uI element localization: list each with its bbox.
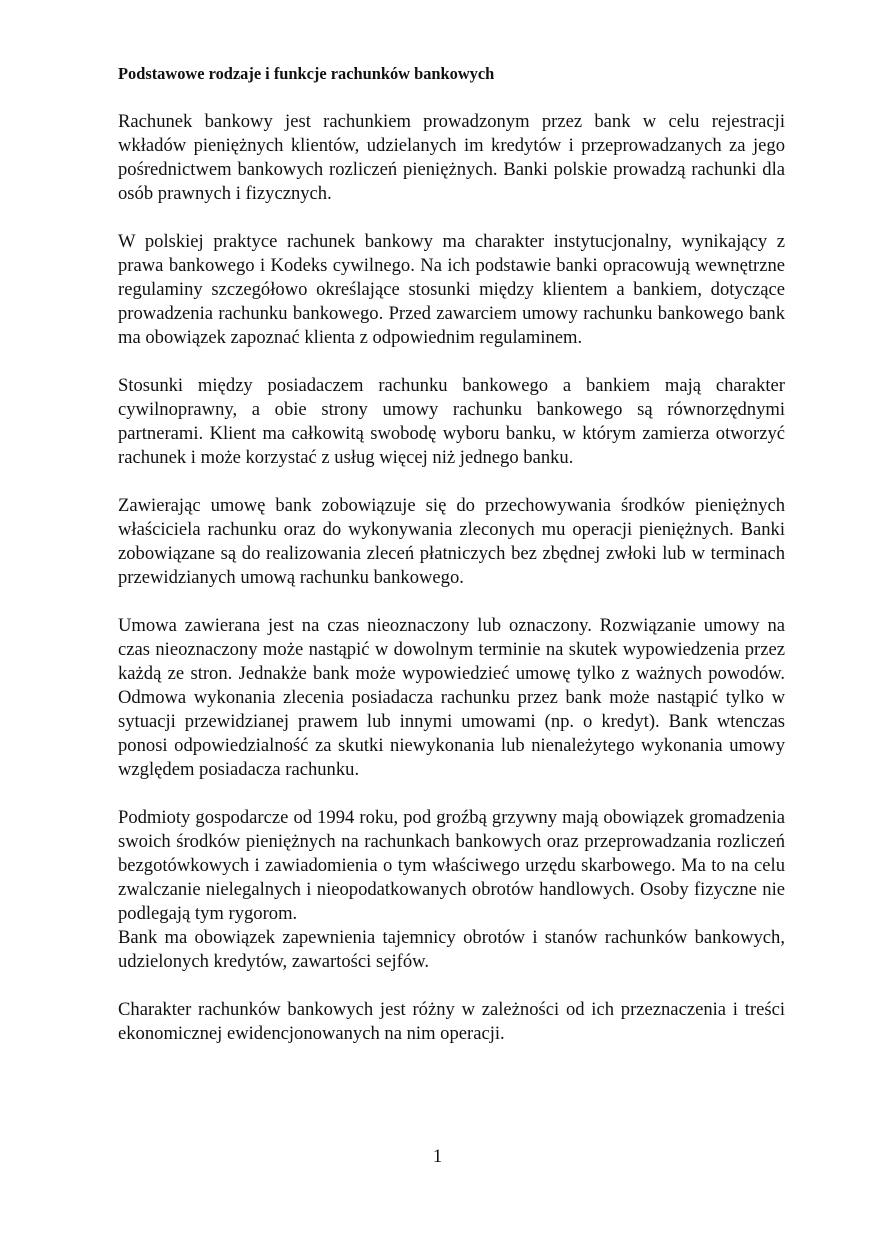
paragraph-account-character: Charakter rachunków bankowych jest różny w zależności od ich przeznaczenia i treści ekonomicznej ewidencjonowanych na nim operacji.: [118, 999, 785, 1044]
page-number: 1: [432, 1146, 443, 1167]
paragraph-institutional-character: W polskiej praktyce rachunek bankowy ma charakter instytucjonalny, wynikający z prawa bankowego i Kodeks cywilnego. Na ich podstawie banki opracowują wewnętrzne regulaminy szczegółowo określające stosunki między klientem a bankiem, dotyczące prowadzenia rachunku bankowego. Przed zawarciem umowy rachunku bankowego bank ma obowiązek zapoznać klienta z odpowiednim regulaminem.: [118, 231, 785, 348]
paragraph-banking-secrecy: Bank ma obowiązek zapewnienia tajemnicy obrotów i stanów rachunków bankowych, udzielonych kredytów, zawartości sejfów.: [118, 927, 785, 972]
paragraph-business-entities: Podmioty gospodarcze od 1994 roku, pod groźbą grzywny mają obowiązek gromadzenia swoich środków pieniężnych na rachunkach bankowych oraz przeprowadzania rozliczeń bezgotówkowych i zawiadomienia o tym właściwego urzędu skarbowego. Ma to na celu zwalczanie nielegalnych i nieopodatkowanych obrotów handlowych. Osoby fizyczne nie podlegają tym rygorom.: [118, 807, 785, 924]
paragraph-civil-law-relations: Stosunki między posiadaczem rachunku bankowego a bankiem mają charakter cywilnoprawny, a obie strony umowy rachunku bankowego są równorzędnymi partnerami. Klient ma całkowitą swobodę wyboru banku, w którym zamierza otworzyć rachunek i może korzystać z usług więcej niż jednego banku.: [118, 375, 785, 468]
paragraph-contract-duration: Umowa zawierana jest na czas nieoznaczony lub oznaczony. Rozwiązanie umowy na czas nieoznaczony może nastąpić w dowolnym terminie na skutek wypowiedzenia przez każdą ze stron. Jednakże bank może wypowiedzieć umowę tylko z ważnych powodów. Odmowa wykonania zlecenia posiadacza rachunku przez bank może nastąpić tylko w sytuacji przewidzianej prawem lub innymi umowami (np. o kredyt). Bank wtenczas ponosi odpowiedzialność za skutki niewykonania lub nienależytego wykonania umowy względem posiadacza rachunku.: [118, 615, 785, 780]
paragraph-bank-obligations: Zawierając umowę bank zobowiązuje się do przechowywania środków pieniężnych właściciela rachunku oraz do wykonywania zleconych mu operacji pieniężnych. Banki zobowiązane są do realizowania zleceń płatniczych bez zbędnej zwłoki lub w terminach przewidzianych umową rachunku bankowego.: [118, 495, 785, 588]
paragraph-bank-account-definition: Rachunek bankowy jest rachunkiem prowadzonym przez bank w celu rejestracji wkładów pieniężnych klientów, udzielanych im kredytów i przeprowadzanych za jego pośrednictwem bankowych rozliczeń pieniężnych. Banki polskie prowadzą rachunki dla osób prawnych i fizycznych.: [118, 111, 785, 204]
document-body: [118, 62, 785, 1070]
document-title: Podstawowe rodzaje i funkcje rachunków bankowych: [118, 64, 495, 83]
